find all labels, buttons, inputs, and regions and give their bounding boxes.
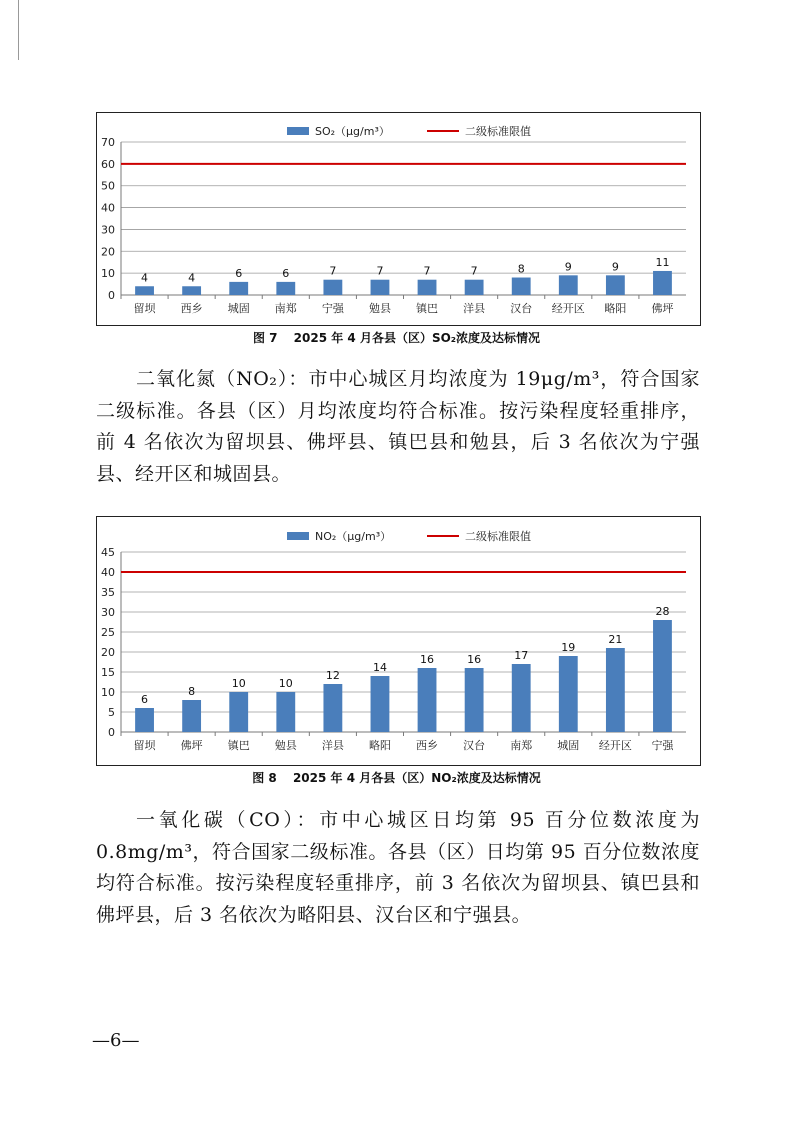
y-tick-label: 40 [101, 566, 115, 579]
y-tick-label: 35 [101, 586, 115, 599]
category-label: 汉台 [463, 739, 486, 752]
so2-bar-chart [97, 113, 700, 325]
bar [465, 280, 484, 295]
category-label: 勉县 [274, 739, 297, 752]
no2-chart-frame [96, 516, 701, 766]
data-label: 9 [564, 260, 572, 274]
legend-label-standard-line: 二级标准限值 [465, 530, 531, 543]
data-label: 19 [561, 641, 576, 654]
data-label: 16 [467, 653, 482, 666]
bar [182, 286, 201, 295]
bar [606, 648, 625, 732]
bar [229, 282, 248, 295]
legend-swatch-series [287, 532, 309, 540]
data-label: 21 [608, 633, 623, 646]
data-label: 7 [423, 264, 431, 278]
bar [418, 668, 437, 732]
data-label: 4 [188, 271, 196, 285]
bar [135, 286, 154, 295]
y-tick-label: 40 [101, 201, 115, 215]
bar [276, 282, 295, 295]
no2-figure-caption: 图 8 2025 年 4 月各县（区）NO₂浓度及达标情况 [252, 771, 541, 785]
y-tick-label: 50 [101, 179, 115, 193]
data-label: 6 [141, 693, 149, 706]
y-tick-label: 15 [101, 666, 115, 679]
category-label: 西乡 [416, 739, 439, 752]
bar [182, 700, 201, 732]
category-label: 略阳 [604, 302, 627, 315]
category-label: 留坝 [133, 739, 156, 752]
y-tick-label: 0 [108, 726, 115, 739]
data-label: 10 [278, 677, 293, 690]
no2-bar-chart [97, 517, 700, 765]
bar [653, 271, 672, 295]
y-tick-label: 70 [101, 136, 115, 149]
bar [323, 684, 342, 732]
category-label: 佛坪 [651, 302, 674, 315]
data-label: 8 [517, 262, 525, 276]
data-label: 14 [372, 661, 387, 674]
data-label: 11 [655, 255, 670, 269]
legend-label-standard-line: 二级标准限值 [465, 125, 531, 138]
data-label: 6 [235, 266, 243, 280]
bar [512, 664, 531, 732]
co-paragraph: 一氧化碳（CO）：市中心城区日均第 95 百分位数浓度为 0.8mg/m³，符合国家二级标准。各县（区）日均第 95 百分位数浓度均符合标准。按污染程度轻重排序，前 3 名依次为留坝县、镇巴县和佛坪县，后 3 名依次为略阳县、汉台区和宁强县。 [96, 809, 700, 926]
category-label: 南郑 [274, 302, 297, 315]
category-label: 城固 [227, 302, 250, 315]
y-tick-label: 25 [101, 626, 115, 639]
so2-chart-frame [96, 112, 701, 326]
bar [465, 668, 484, 732]
data-label: 7 [470, 264, 478, 278]
legend-swatch-series [287, 127, 309, 135]
data-label: 10 [231, 677, 246, 690]
data-label: 4 [141, 271, 149, 285]
category-label: 洋县 [463, 302, 486, 315]
y-tick-label: 10 [101, 267, 115, 281]
category-label: 经开区 [551, 302, 585, 315]
data-label: 7 [376, 264, 384, 278]
y-tick-label: 45 [101, 546, 115, 559]
category-label: 镇巴 [416, 302, 439, 315]
data-label: 17 [514, 649, 529, 662]
category-label: 南郑 [510, 739, 533, 752]
y-tick-label: 5 [108, 706, 115, 719]
bar [371, 676, 390, 732]
data-label: 6 [282, 266, 290, 280]
legend-label-series: NO₂（μg/m³） [315, 530, 392, 543]
bar [135, 708, 154, 732]
data-label: 9 [611, 260, 619, 274]
page-edge-line [18, 0, 19, 60]
y-tick-label: 0 [108, 289, 115, 302]
no2-paragraph: 二氧化氮（NO₂）：市中心城区月均浓度为 19μg/m³，符合国家二级标准。各县（区）月均浓度均符合标准。按污染程度轻重排序，前 4 名依次为留坝县、佛坪县、镇巴县和勉县，后 3 名依次为宁强县、经开区和城固县。 [96, 368, 700, 485]
data-label: 7 [329, 264, 337, 278]
category-label: 汉台 [510, 302, 533, 315]
category-label: 城固 [557, 739, 580, 752]
bar [229, 692, 248, 732]
bar [323, 280, 342, 295]
bar [276, 692, 295, 732]
data-label: 16 [420, 653, 435, 666]
bar [371, 280, 390, 295]
y-tick-label: 20 [101, 646, 115, 659]
category-label: 佛坪 [180, 739, 203, 752]
bar [606, 275, 625, 295]
category-label: 宁强 [321, 302, 344, 315]
category-label: 经开区 [598, 739, 632, 752]
data-label: 28 [655, 605, 670, 618]
data-label: 12 [325, 669, 340, 682]
y-tick-label: 20 [101, 245, 115, 259]
category-label: 洋县 [321, 739, 344, 752]
bar [418, 280, 437, 295]
bar [559, 275, 578, 295]
category-label: 略阳 [368, 739, 391, 752]
category-label: 勉县 [368, 302, 391, 315]
bar [559, 656, 578, 732]
category-label: 镇巴 [227, 739, 250, 752]
so2-figure-caption: 图 7 2025 年 4 月各县（区）SO₂浓度及达标情况 [252, 331, 541, 345]
y-tick-label: 60 [101, 157, 115, 171]
y-tick-label: 10 [101, 686, 115, 699]
y-tick-label: 30 [101, 606, 115, 619]
category-label: 留坝 [133, 302, 156, 315]
bar [512, 278, 531, 295]
page-number: —6— [92, 1030, 140, 1051]
legend-label-series: SO₂（μg/m³） [315, 125, 390, 138]
bar [653, 620, 672, 732]
category-label: 西乡 [180, 302, 203, 315]
category-label: 宁强 [651, 739, 674, 752]
data-label: 8 [188, 685, 196, 698]
y-tick-label: 30 [101, 223, 115, 237]
